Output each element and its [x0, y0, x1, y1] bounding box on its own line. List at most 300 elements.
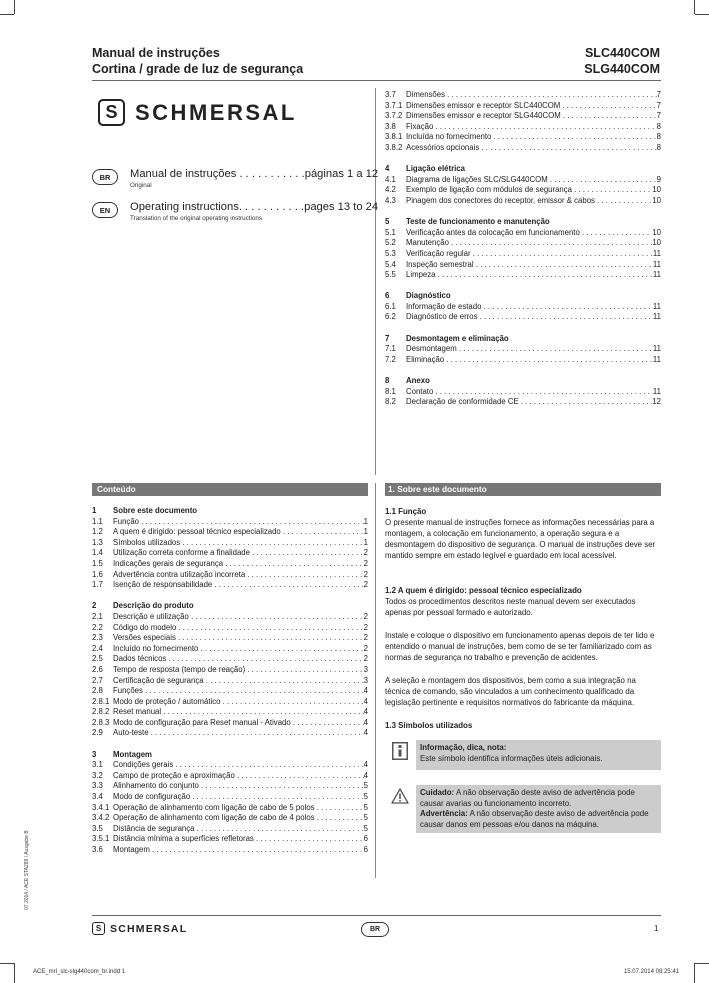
- toc-entry[interactable]: [92, 686, 368, 697]
- toc-entry-title: [113, 570, 364, 581]
- toc-entry-page: 5: [363, 823, 368, 833]
- toc-entry-number: 1.6: [92, 569, 103, 579]
- toc-entry-title: [113, 803, 364, 814]
- toc-entry-title: [113, 580, 364, 591]
- toc-entry-title-text: Alinhamento do conjunto: [113, 781, 199, 791]
- heading-1-2: 1.2 A quem é dirigido: pessoal técnico especializado: [385, 586, 582, 595]
- toc-entry[interactable]: [92, 559, 368, 570]
- toc-entry-title-text: Condições gerais: [113, 760, 174, 770]
- toc-entry-title-text: Incluído no fornecimento: [113, 643, 199, 653]
- toc-entry-title: [406, 132, 657, 143]
- toc-entry-title: [113, 686, 364, 697]
- crop-mark: [0, 963, 14, 964]
- toc-entry[interactable]: [385, 90, 661, 101]
- caution-label: Cuidado:: [420, 788, 455, 797]
- toc-entry-number: 3.4: [92, 792, 103, 802]
- toc-entry-number: 3.7.1: [385, 100, 403, 110]
- toc-entry-title-text: Diagrama de ligações SLC/SLG440COM: [406, 174, 548, 184]
- toc-entry-title: [406, 175, 657, 186]
- toc-entry-page: 11: [652, 354, 661, 364]
- toc-entry[interactable]: [385, 312, 661, 323]
- toc-entry[interactable]: [385, 196, 661, 207]
- language-note: Original: [130, 182, 152, 189]
- toc-entry-title-text: Limpeza: [406, 270, 436, 280]
- toc-entry-page: 2: [363, 548, 368, 558]
- footer-language-badge: BR: [361, 922, 389, 937]
- spacer: [385, 323, 661, 334]
- toc-entry-title-text: Distância de segurança: [113, 823, 195, 833]
- toc-entry[interactable]: [92, 781, 368, 792]
- toc-entry-title: [113, 517, 364, 528]
- spacer: [385, 365, 661, 376]
- toc-entry-number: 3.8: [385, 121, 396, 131]
- toc-section-number: 7: [385, 333, 390, 343]
- toc-entry-page: 10: [652, 195, 661, 205]
- toc-entry-page: 4: [363, 696, 368, 706]
- toc-entry-title-text: Operação de alinhamento com ligação de cabo de 4 polos: [113, 813, 315, 823]
- toc-entry-title-text: Campo de proteção e aproximação: [113, 770, 235, 780]
- toc-entry[interactable]: [92, 803, 368, 814]
- toc-entry-title-text: Certificação de segurança: [113, 675, 204, 685]
- toc-entry-number: 4.3: [385, 195, 396, 205]
- toc-entry-title: [113, 760, 364, 771]
- model-names: [584, 45, 660, 77]
- toc-entry-title: [406, 111, 657, 122]
- toc-section-title: Sobre este documento: [113, 506, 198, 515]
- crop-mark: [694, 0, 695, 14]
- toc-entry-number: 7.1: [385, 344, 396, 354]
- toc-entry-page: 5: [363, 813, 368, 823]
- toc-section-heading[interactable]: [385, 164, 661, 175]
- toc-section-number: 2: [92, 601, 97, 611]
- toc-entry-page: 4: [363, 728, 368, 738]
- toc-entry-title: [406, 90, 657, 101]
- toc-entry-title: [113, 781, 364, 792]
- document-title: [92, 45, 303, 77]
- toc-entry-title: [113, 771, 364, 782]
- language-pages: Operating instructions. . . . . . . . . . .pages 13 to 24: [130, 201, 379, 213]
- toc-entry[interactable]: [385, 238, 661, 249]
- toc-entry-title-text: Isenção de responsabilidade: [113, 580, 213, 590]
- toc-entry-number: 6.1: [385, 301, 396, 311]
- toc-entry-number: 1.3: [92, 537, 103, 547]
- crop-mark: [694, 963, 695, 983]
- toc-entry-page: 10: [652, 185, 661, 195]
- toc-entry-number: 5.2: [385, 238, 396, 248]
- toc-entry[interactable]: [385, 132, 661, 143]
- crop-mark: [14, 0, 15, 14]
- toc-entry[interactable]: [385, 397, 661, 408]
- toc-entry-title-text: Dimensões emissor e receptor SLC440COM: [406, 100, 561, 110]
- toc-entry[interactable]: [92, 612, 368, 623]
- toc-entry[interactable]: [92, 654, 368, 665]
- toc-entry[interactable]: [385, 143, 661, 154]
- toc-entry-title-text: Versões especiais: [113, 633, 176, 643]
- toc-entry-number: 2.3: [92, 633, 103, 643]
- toc-entry-number: 3.7: [385, 90, 396, 99]
- warning-box: [416, 785, 661, 833]
- toc-entry-number: 3.2: [92, 770, 103, 780]
- toc-entry-title-text: Verificação regular: [406, 248, 471, 258]
- logo-text: SCHMERSAL: [135, 99, 297, 125]
- toc-entry-page: 2: [363, 611, 368, 621]
- toc-entry-page: 10: [652, 238, 661, 248]
- toc-section-heading[interactable]: [92, 601, 368, 612]
- toc-entry-title-text: Auto-teste: [113, 728, 149, 738]
- toc-entry-title-text: Indicações gerais de segurança: [113, 558, 224, 568]
- toc-entry-title-text: Modo de configuração: [113, 792, 191, 802]
- info-icon: [385, 742, 415, 760]
- toc-entry-title: [406, 185, 652, 196]
- toc-section-title: Desmontagem e eliminação: [406, 333, 509, 343]
- crop-mark: [695, 963, 709, 964]
- toc-entry-title-text: A quem é dirigido: pessoal técnico especializado: [113, 527, 281, 537]
- toc-entry[interactable]: [385, 175, 661, 186]
- toc-entry-number: 5.1: [385, 227, 396, 237]
- toc-entry[interactable]: [385, 387, 661, 398]
- title-line-1: Manual de instruções: [92, 46, 220, 60]
- toc-entry-title-text: Dimensões emissor e receptor SLG440COM: [406, 111, 561, 121]
- toc-entry-title: [406, 387, 653, 398]
- toc-entry-title-text: Diagnóstico de erros: [406, 312, 478, 322]
- toc-section-heading[interactable]: [92, 506, 368, 517]
- toc-entry-number: 5.5: [385, 270, 396, 280]
- paragraph-1-1: O presente manual de instruções fornece as informações necessárias para a montagem, a colocação em funcionamento, a operação segura e a desmontagem do dispositivo de segurança. O manual de instruções deve ser mantido sempre em estado legível e guardado em local acessível.: [385, 518, 656, 561]
- toc-entry-title: [406, 344, 653, 355]
- column-divider: [375, 88, 376, 475]
- toc-entry-number: 5.3: [385, 248, 396, 258]
- logo-mark: S: [98, 99, 125, 126]
- toc-section-number: 3: [92, 749, 97, 759]
- toc-entry-number: 3.3: [92, 781, 103, 791]
- toc-entry-number: 2.4: [92, 643, 103, 653]
- toc-entry[interactable]: [92, 676, 368, 687]
- section-1-2-body: [385, 585, 661, 618]
- toc-entry[interactable]: [92, 570, 368, 581]
- toc-entry-number: 2.2: [92, 622, 103, 632]
- toc-section-heading[interactable]: [385, 217, 661, 228]
- toc-entry-title-text: Distância mínima a superfícies refletoras: [113, 834, 254, 844]
- spacer: [92, 739, 368, 750]
- toc-entry-title: [113, 728, 364, 739]
- toc-entry-page: 11: [652, 248, 661, 258]
- toc-entry-title: [113, 538, 364, 549]
- toc-section-heading[interactable]: [385, 376, 661, 387]
- toc-entry-number: 2.5: [92, 654, 103, 664]
- toc-entry-title-text: Fixação: [406, 121, 434, 131]
- header-rule: [92, 80, 661, 81]
- spacer: [385, 281, 661, 292]
- toc-entry-title: [406, 312, 653, 323]
- toc-entry[interactable]: [92, 527, 368, 538]
- toc-entry-page: 2: [363, 558, 368, 568]
- edition-note: 07.2014 / ACE STA289 / Ausgabe B: [24, 830, 30, 910]
- toc-entry-title: [113, 813, 364, 824]
- toc-entry-page: 4: [363, 707, 368, 717]
- model-line-2: SLG440COM: [584, 62, 660, 76]
- toc-entry[interactable]: [385, 344, 661, 355]
- paragraph-1-2c: A seleção e montagem dos dispositivos, bem como a sua integração na técnica de comando, são vinculados a um conhecimento qualificado da legislação pertinente e requisitos normativos do fabricante da máquina.: [385, 676, 636, 708]
- toc-entry-title: [113, 718, 364, 729]
- section-1-heading: [385, 483, 661, 496]
- toc-entry-number: 1.7: [92, 580, 103, 590]
- toc-entry-title-text: Descrição e utilização: [113, 611, 189, 621]
- paragraph-block: [385, 630, 661, 663]
- footer-rule: [92, 915, 661, 916]
- toc-entry-title-text: Função: [113, 516, 140, 526]
- toc-entry-number: 6.2: [385, 312, 396, 322]
- info-box: [416, 740, 661, 770]
- crop-mark: [0, 14, 14, 15]
- toc-entry-page: 2: [363, 654, 368, 664]
- toc-entry-page: 8: [656, 121, 661, 131]
- toc-entry-page: 3: [363, 675, 368, 685]
- footer-logo: [92, 922, 187, 935]
- toc-section-number: 6: [385, 291, 390, 301]
- crop-mark: [14, 963, 15, 983]
- toc-entry[interactable]: [92, 728, 368, 739]
- toc-entry-page: 7: [656, 111, 661, 121]
- section-1-3-body: [385, 720, 661, 731]
- schmersal-logo: [98, 99, 297, 126]
- toc-entry-number: 2.9: [92, 728, 103, 738]
- toc-entry-number: 3.4.1: [92, 802, 110, 812]
- toc-section-heading[interactable]: [385, 291, 661, 302]
- toc-entry[interactable]: [92, 845, 368, 856]
- toc-entry-number: 1.5: [92, 558, 103, 568]
- toc-entry-page: 8: [656, 142, 661, 152]
- toc-entry-page: 4: [363, 770, 368, 780]
- toc-entry-title-text: Acessórios opcionais: [406, 142, 480, 152]
- toc-entry[interactable]: [92, 623, 368, 634]
- toc-entry[interactable]: [385, 101, 661, 112]
- toc-entry-title: [113, 707, 364, 718]
- toc-entry-page: 6: [363, 845, 368, 854]
- toc-entry-title-text: Operação de alinhamento com ligação de cabo de 5 polos: [113, 802, 315, 812]
- toc-entry-title: [406, 101, 657, 112]
- toc-entry-number: 5.4: [385, 259, 396, 269]
- toc-entry[interactable]: [385, 270, 661, 281]
- toc-entry-title: [113, 834, 364, 845]
- toc-entry-page: 2: [363, 622, 368, 632]
- toc-entry-page: 5: [363, 781, 368, 791]
- toc-entry[interactable]: [385, 355, 661, 366]
- toc-entry[interactable]: [385, 302, 661, 313]
- toc-entry-title: [406, 249, 653, 260]
- toc-entry[interactable]: [385, 111, 661, 122]
- toc-entry[interactable]: [92, 771, 368, 782]
- toc-entry-title-text: Tempo de resposta (tempo de reação): [113, 664, 246, 674]
- toc-entry[interactable]: [385, 249, 661, 260]
- footer-logo-text: SCHMERSAL: [110, 922, 188, 935]
- warning-note: [385, 785, 661, 833]
- toc-section-number: 5: [385, 217, 390, 227]
- toc-entry-title: [406, 260, 653, 271]
- toc-entry-number: 3.5: [92, 823, 103, 833]
- toc-entry-number: 3.1: [92, 760, 103, 770]
- toc-entry-title: [113, 824, 364, 835]
- toc-entry-title: [113, 845, 364, 856]
- toc-entry-title: [113, 623, 364, 634]
- toc-entry[interactable]: [92, 718, 368, 729]
- print-slug-file: ACE_mrl_slc-slg440com_br.indd 1: [33, 969, 126, 975]
- toc-entry-title-text: Montagem: [113, 845, 150, 854]
- toc-entry-title: [113, 548, 364, 559]
- toc-entry-title-text: Desmontagem: [406, 344, 457, 354]
- toc-entry[interactable]: [385, 260, 661, 271]
- toc-entry-number: 2.1: [92, 611, 103, 621]
- contents-heading: [92, 483, 368, 496]
- toc-entry-title: [113, 612, 364, 623]
- toc-entry-title-text: Inspeção semestral: [406, 259, 474, 269]
- toc-section-number: 8: [385, 376, 390, 386]
- toc-section-heading[interactable]: [92, 750, 368, 761]
- paragraph-1-2a: Todos os procedimentos descritos neste manual devem ser executados apenas por pessoal formado e autorizado.: [385, 597, 636, 618]
- toc-entry-page: 9: [656, 174, 661, 184]
- toc-entry-number: 4.2: [385, 185, 396, 195]
- toc-entry-number: 7.2: [385, 354, 396, 364]
- toc-entry-title: [406, 355, 653, 366]
- toc-entry[interactable]: [92, 665, 368, 676]
- toc-entry-title: [406, 122, 657, 133]
- toc-entry-title-text: Modo de configuração para Reset manual - Ativado: [113, 717, 291, 727]
- toc-section-number: 1: [92, 506, 97, 515]
- toc-main: [92, 506, 368, 856]
- toc-entry-page: 7: [656, 100, 661, 110]
- toc-entry-page: 1: [363, 537, 368, 547]
- toc-entry[interactable]: [385, 228, 661, 239]
- toc-entry-number: 3.5.1: [92, 834, 110, 844]
- toc-entry-title: [113, 644, 364, 655]
- toc-entry-page: 2: [363, 569, 368, 579]
- toc-entry-page: 4: [363, 760, 368, 770]
- paragraph-block: [385, 675, 661, 708]
- toc-entry-number: 4.1: [385, 174, 396, 184]
- toc-entry[interactable]: [92, 824, 368, 835]
- toc-entry-page: 11: [652, 312, 661, 322]
- toc-entry-number: 1.2: [92, 527, 103, 537]
- toc-entry-number: 8.2: [385, 397, 396, 407]
- toc-entry-page: 2: [363, 633, 368, 643]
- toc-entry-number: 2.8.3: [92, 717, 110, 727]
- toc-section-number: 4: [385, 164, 390, 174]
- toc-entry-page: 11: [652, 259, 661, 269]
- toc-entry[interactable]: [92, 580, 368, 591]
- section-1-heading-text: 1. Sobre este documento: [388, 484, 487, 494]
- toc-entry[interactable]: [92, 517, 368, 528]
- toc-entry-title-text: Eliminação: [406, 354, 445, 364]
- toc-section-title: Anexo: [406, 376, 430, 386]
- toc-entry-number: 2.8.1: [92, 696, 110, 706]
- toc-entry-title: [406, 238, 652, 249]
- warning-label: Advertência:: [420, 809, 468, 819]
- toc-entry-page: 7: [656, 90, 661, 99]
- toc-entry[interactable]: [92, 697, 368, 708]
- spacer: [92, 591, 368, 602]
- toc-entry-page: 12: [652, 397, 661, 407]
- toc-entry[interactable]: [92, 633, 368, 644]
- toc-entry-number: 1.4: [92, 548, 103, 558]
- toc-entry-title-text: Manutenção: [406, 238, 449, 248]
- print-slug-date: 15.07.2014 08:25:41: [623, 969, 679, 975]
- toc-entry-title: [406, 228, 652, 239]
- toc-entry-page: 11: [652, 386, 661, 396]
- toc-entry[interactable]: [385, 185, 661, 196]
- toc-entry-title: [406, 143, 657, 154]
- toc-entry-title-text: Informação de estado: [406, 301, 482, 311]
- toc-entry[interactable]: [92, 548, 368, 559]
- crop-mark: [695, 14, 709, 15]
- spacer: [385, 207, 661, 218]
- toc-entry-page: 4: [363, 686, 368, 696]
- toc-entry-number: 8.1: [385, 386, 396, 396]
- toc-section-title: Teste de funcionamento e manutenção: [406, 217, 550, 227]
- info-title: Informação, dica, nota:: [420, 743, 507, 752]
- toc-entry-page: 10: [652, 227, 661, 237]
- spacer: [385, 154, 661, 165]
- toc-entry-number: 2.7: [92, 675, 103, 685]
- toc-entry-title-text: Incluída no fornecimento: [406, 132, 492, 142]
- toc-entry-title: [113, 665, 364, 676]
- language-badge: BR: [92, 169, 118, 185]
- toc-entry-number: 2.6: [92, 664, 103, 674]
- toc-entry-page: 11: [652, 270, 661, 280]
- toc-entry-number: 3.6: [92, 845, 103, 854]
- toc-entry-number: 2.8.2: [92, 707, 110, 717]
- toc-entry-title: [113, 654, 364, 665]
- info-text: Este símbolo identifica informações úteis adicionais.: [420, 753, 603, 763]
- toc-entry[interactable]: [92, 834, 368, 845]
- toc-entry-title-text: Funções: [113, 686, 143, 696]
- column-divider: [375, 483, 376, 878]
- language-badge: EN: [92, 202, 118, 218]
- toc-entry-title: [406, 302, 653, 313]
- language-pages: Manual de instruções . . . . . . . . . . .páginas 1 a 12: [130, 168, 379, 180]
- caution-text: A não observação deste aviso de advertência pode causar avarias ou funcionamento incorreto.: [420, 788, 635, 808]
- toc-entry-title-text: Dimensões: [406, 90, 445, 99]
- toc-entry[interactable]: [92, 644, 368, 655]
- toc-entry[interactable]: [92, 707, 368, 718]
- toc-entry-title-text: Declaração de conformidade CE: [406, 397, 519, 407]
- toc-entry-title: [113, 527, 364, 538]
- toc-entry-number: 3.4.2: [92, 813, 110, 823]
- toc-entry-title: [113, 633, 364, 644]
- toc-entry-page: 1: [363, 516, 368, 526]
- toc-entry[interactable]: [385, 122, 661, 133]
- toc-entry-page: 5: [363, 792, 368, 802]
- toc-entry-title-text: Dados técnicos: [113, 654, 167, 664]
- toc-entry[interactable]: [92, 813, 368, 824]
- paragraph-1-2b: Instale e coloque o dispositivo em funcionamento apenas depois de ter lido e entendido o manual de instruções, bem como de se ter familiarizado com as normas de segurança no trabalho e prevenção de acidentes.: [385, 631, 655, 663]
- toc-entry-title-text: Modo de proteção / automático: [113, 696, 221, 706]
- heading-1-1: 1.1 Função: [385, 507, 427, 516]
- toc-entry-number: 3.7.2: [385, 111, 403, 121]
- toc-entry-title-text: Símbolos utilizados: [113, 537, 181, 547]
- toc-entry-number: 3.8.1: [385, 132, 403, 142]
- toc-entry[interactable]: [92, 792, 368, 803]
- toc-entry[interactable]: [92, 538, 368, 549]
- toc-entry-page: 11: [652, 301, 661, 311]
- toc-entry-page: 3: [363, 664, 368, 674]
- toc-section-heading[interactable]: [385, 334, 661, 345]
- toc-entry-page: 11: [652, 344, 661, 354]
- section-1-body: [385, 506, 661, 561]
- model-line-1: SLC440COM: [584, 46, 660, 60]
- toc-entry-title-text: Exemplo de ligação com módulos de segurança: [406, 185, 572, 195]
- page-number: 1: [654, 924, 659, 933]
- toc-entry[interactable]: [92, 760, 368, 771]
- toc-entry-page: 2: [363, 643, 368, 653]
